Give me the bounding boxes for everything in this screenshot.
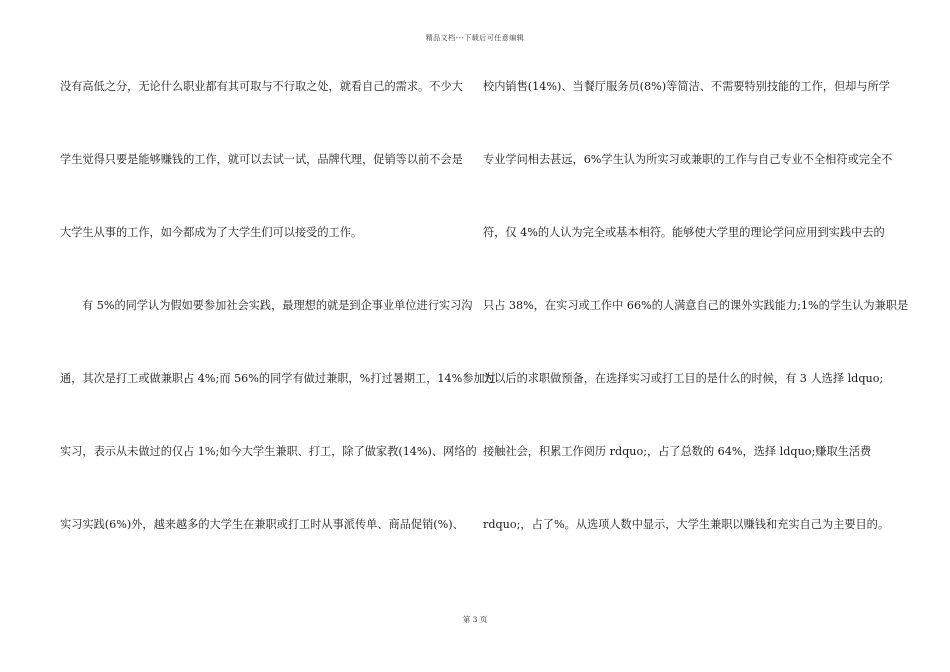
- paragraph-line: 大学生从事的工作，如今都成为了大学生们可以接受的工作。: [60, 226, 363, 239]
- paragraph-line: 为以后的求职做预备，在选择实习或打工目的是什么的时候，有 3 人选择 ldquo;: [483, 372, 884, 385]
- paragraph-line: 实习实践(6%)外，越来越多的大学生在兼职或打工时从事派传单、商品促销(%)、: [60, 518, 464, 531]
- left-text-column: [60, 73, 496, 584]
- paragraph-line: 只占 38%，在实习或工作中 66%的人满意自己的课外实践能力;1%的学生认为兼职是: [483, 299, 909, 312]
- paragraph-line: 有 5%的同学认为假如要参加社会实践，最理想的就是到企事业单位进行实习沟: [82, 299, 473, 312]
- paragraph-line: 接触社会，积累工作阅历 rdquo;，占了总数的 64%，选择 ldquo;赚取生活费: [483, 445, 872, 458]
- page-header: 精品文档---下载后可任意编辑: [425, 34, 525, 42]
- paragraph-line: 学生觉得只要是能够赚钱的工作，就可以去试一试，品牌代理，促销等以前不会是: [60, 153, 463, 166]
- paragraph-line: rdquo;，占了%。从选项人数中显示，大学生兼职以赚钱和充实自己为主要目的。: [483, 518, 890, 531]
- paragraph-line: 没有高低之分，无论什么职业都有其可取与不行取之处，就看自己的需求。不少大: [60, 80, 463, 93]
- paragraph-line: 专业学问相去甚远，6%学生认为所实习或兼职的工作与自己专业不全相符或完全不: [483, 153, 893, 166]
- paragraph-line: 通，其次是打工或做兼职占 4%;而 56%的同学有做过兼职，%打过暑期工，14%参加过: [60, 372, 496, 385]
- right-text-column: [483, 73, 909, 584]
- paragraph-line: 实习，表示从未做过的仅占 1%;如今大学生兼职、打工，除了做家教(14%)、网络的: [60, 445, 477, 458]
- paragraph-line: 符，仅 4%的人认为完全或基本相符。能够使大学里的理论学问应用到实践中去的: [483, 226, 885, 239]
- paragraph-line: 校内销售(14%)、当餐厅服务员(8%)等简洁、不需要特别技能的工作，但却与所学: [483, 80, 890, 93]
- page-number: 第 3 页: [462, 615, 488, 624]
